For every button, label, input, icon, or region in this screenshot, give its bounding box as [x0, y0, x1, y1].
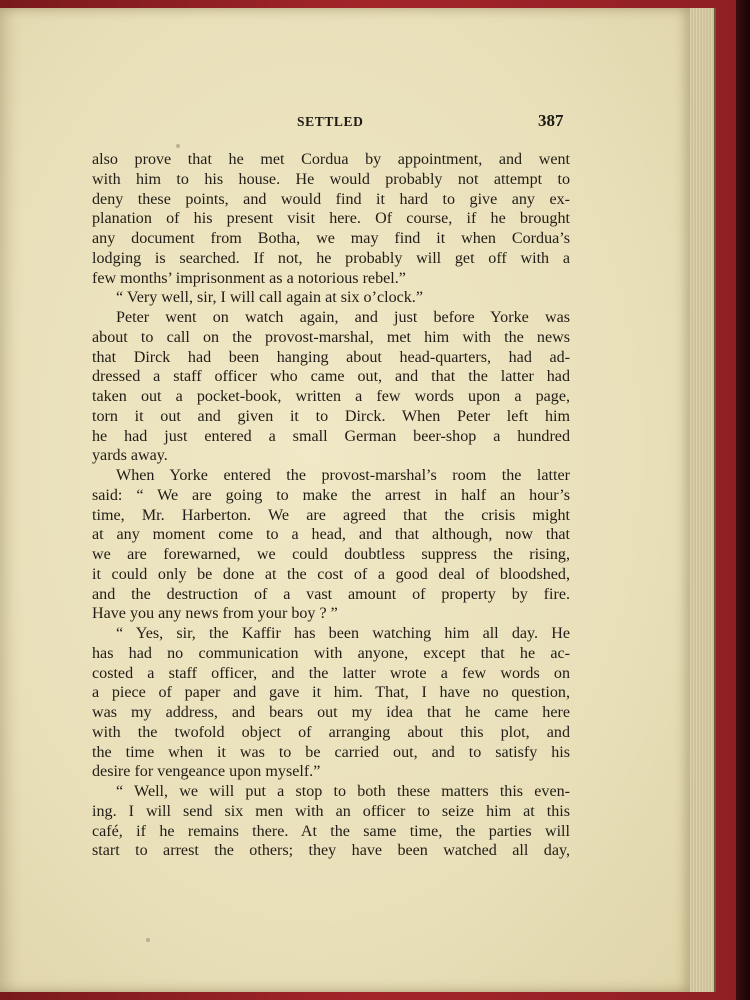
body-text: [92, 150, 570, 861]
text-line: ing. I will send six men with an officer to seize him at this: [92, 802, 570, 820]
text-line: torn it out and given it to Dirck. When Peter left him: [92, 407, 570, 425]
running-head: SETTLED: [297, 114, 364, 129]
page-number: 387: [538, 111, 564, 130]
text-line: also prove that he met Cordua by appointment, and went: [92, 151, 570, 168]
text-line: taken out a pocket-book, written a few words upon a page,: [92, 388, 570, 405]
text-line: at any moment come to a head, and that although, now that: [92, 526, 570, 544]
text-line: Have you any news from your boy ? ”: [92, 605, 338, 623]
text-line: the time when it was to be carried out, and to satisfy his: [92, 743, 570, 761]
text-line: dressed a staff officer who came out, and that the latter had: [92, 368, 570, 386]
text-line: lodging is searched. If not, he probably will get off with a: [92, 249, 570, 267]
text-line: “ Very well, sir, I will call again at six o’clock.”: [116, 289, 423, 307]
text-line: “ Yes, sir, the Kaffir has been watching him all day. He: [116, 625, 570, 642]
text-line: deny these points, and would find it hard to give any ex-: [92, 190, 570, 208]
text-line: start to arrest the others; they have been watched all day,: [92, 842, 570, 860]
text-line: costed a staff officer, and the latter wrote a few words on: [92, 664, 570, 682]
paper-speck: [146, 938, 150, 942]
book-cover-edge: [736, 0, 750, 1000]
text-line: desire for vengeance upon myself.”: [92, 763, 321, 781]
text-line: Peter went on watch again, and just before Yorke was: [116, 309, 570, 326]
text-line: has had no communication with anyone, except that he ac-: [92, 644, 570, 662]
text-line: that Dirck had been hanging about head-quarters, had ad-: [92, 348, 570, 366]
text-line: with the twofold object of arranging about this plot, and: [92, 723, 570, 741]
text-line: it could only be done at the cost of a good deal of bloodshed,: [92, 565, 570, 583]
text-line: planation of his present visit here. Of course, if he brought: [92, 210, 570, 228]
text-line: about to call on the provost-marshal, met him with the news: [92, 328, 570, 346]
text-line: few months’ imprisonment as a notorious rebel.”: [92, 269, 406, 287]
text-line: and the destruction of a vast amount of property by fire.: [92, 585, 570, 603]
text-line: said: “ We are going to make the arrest in half an hour’s: [92, 486, 570, 504]
text-line: any document from Botha, we may find it when Cordua’s: [92, 230, 570, 247]
text-line: he had just entered a small German beer-shop a hundred: [92, 427, 570, 445]
text-line: time, Mr. Harberton. We are agreed that the crisis might: [92, 506, 570, 524]
text-line: café, if he remains there. At the same time, the parties will: [92, 822, 570, 840]
text-line: When Yorke entered the provost-marshal’s room the latter: [116, 467, 570, 484]
text-line: “ Well, we will put a stop to both these matters this even-: [116, 783, 570, 800]
text-line: was my address, and bears out my idea that he came here: [92, 704, 570, 721]
text-line: we are forewarned, we could doubtless suppress the rising,: [92, 546, 570, 563]
text-line: yards away.: [92, 447, 168, 465]
paper-speck: [176, 144, 180, 148]
text-line: with him to his house. He would probably not attempt to: [92, 170, 570, 188]
text-line: a piece of paper and gave it him. That, I have no question,: [92, 684, 570, 702]
